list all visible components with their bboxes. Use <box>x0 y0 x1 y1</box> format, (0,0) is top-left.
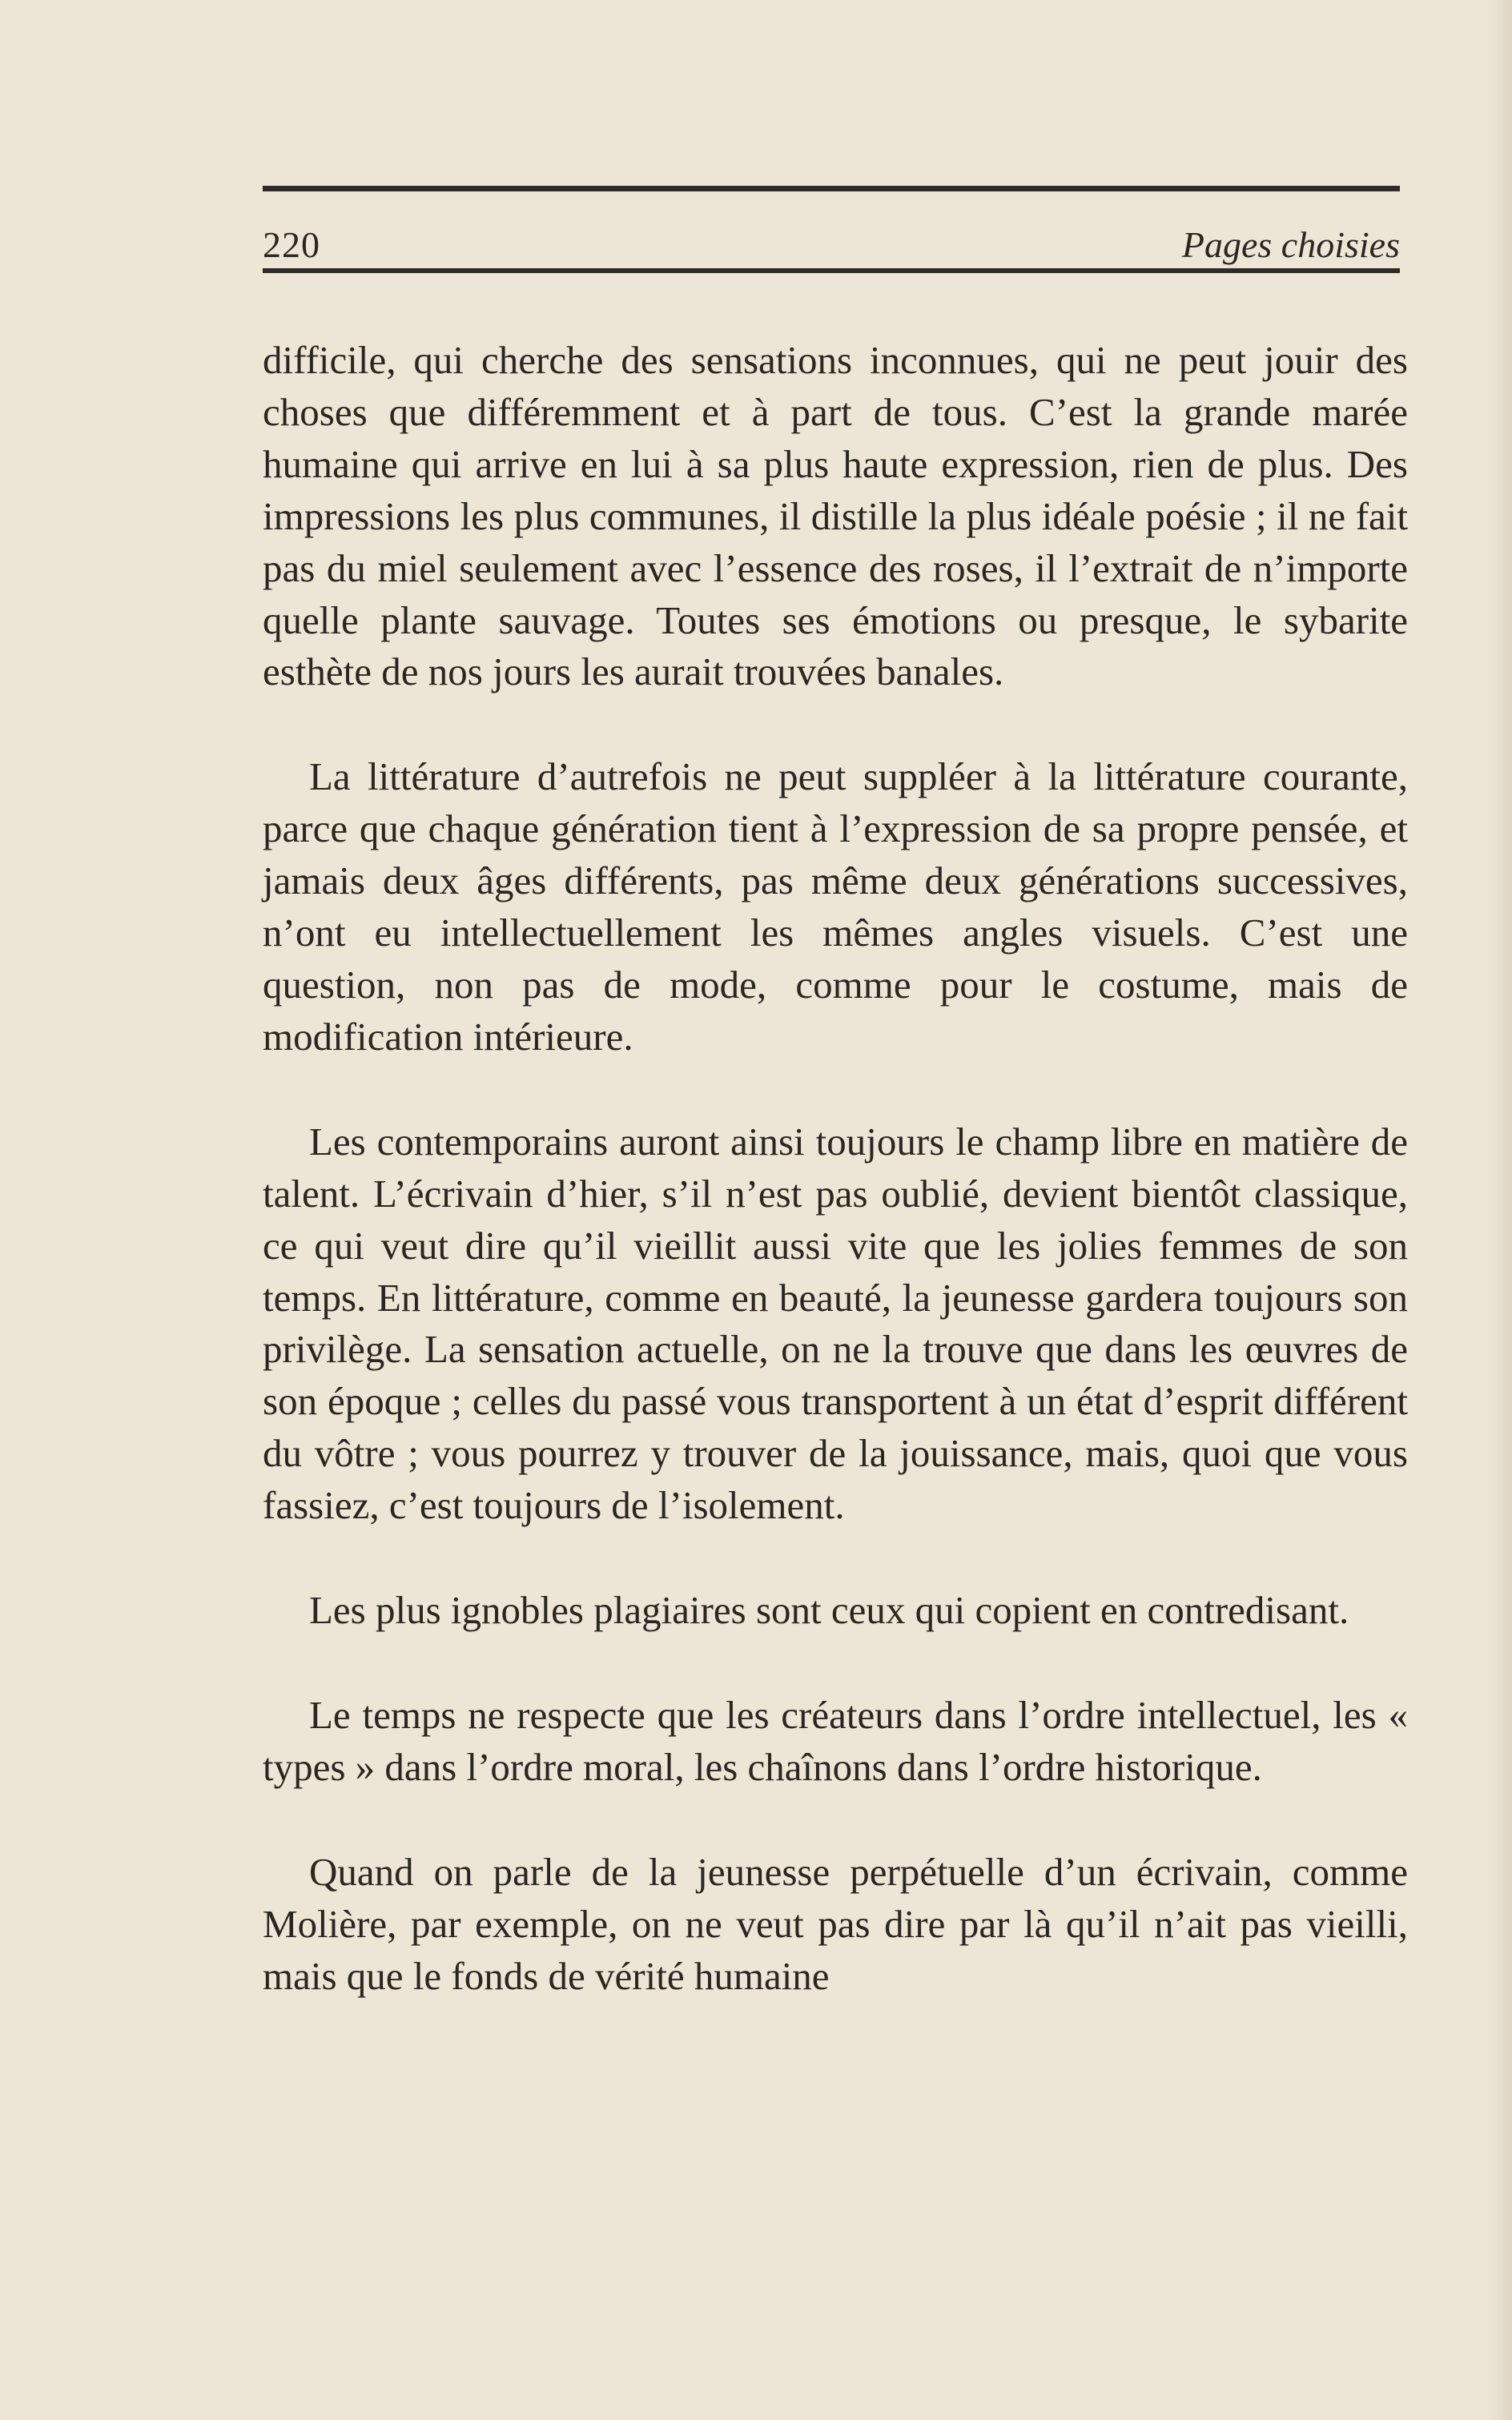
paragraph-contemporains: Les contemporains auront ainsi toujours le champ libre en matière de talent. L’écrivain d’hier, s’il n’est pas oublié, devient bientôt classique, ce qui veut dire qu’il vieillit aussi vite que les jolies femmes de son temps. En littérature, comme en beauté, la jeunesse gardera toujours son privilège. La sensation actuelle, on ne la trouve que dans les œuvres de son époque ; celles du passé vous transportent à un état d’esprit différent du vôtre ; vous pourrez y trouver de la jouissance, mais, quoi que vous fassiez, c’est toujours de l’isolement. <box>263 1119 1408 1528</box>
paragraph-continuation: difficile, qui cherche des sensations inconnues, qui ne peut jouir des choses que différemment et à part de tous. C’est la grande marée humaine qui arrive en lui à sa plus haute expression, rien de plus. Des impressions les plus communes, il distille la plus idéale poésie ; il ne fait pas du miel seulement avec l’essence des roses, il l’extrait de n’importe quelle plante sauvage. Toutes ses émotions ou presque, le sybarite esthète de nos jours les aurait trouvées banales. <box>263 338 1408 694</box>
header-row <box>263 191 1400 268</box>
paragraph-plagiaires: Les plus ignobles plagiaires sont ceux qui copient en contredisant. <box>309 1588 1349 1633</box>
page-edge <box>1488 0 1512 2420</box>
running-title: Pages choisies <box>1181 224 1400 265</box>
header-rule-bottom <box>263 268 1400 273</box>
page-number: 220 <box>263 224 320 265</box>
body-text <box>263 335 1408 2055</box>
paragraph-jeunesse: Quand on parle de la jeunesse perpétuelle d’un écrivain, comme Molière, par exemple, on ne veut pas dire par là qu’il n’ait pas vieilli, mais que le fonds de vérité humaine <box>263 1849 1408 1998</box>
paragraph-litterature: La littérature d’autrefois ne peut suppléer à la littérature courante, parce que chaque génération tient à l’expression de sa propre pensée, et jamais deux âges différents, pas même deux générations successives, n’ont eu intellectuellement les mêmes angles visuels. C’est une question, non pas de mode, comme pour le costume, mais de modification intérieure. <box>263 754 1408 1059</box>
running-header <box>263 186 1400 273</box>
header-rule-top <box>263 186 1400 191</box>
paragraph-temps: Le temps ne respecte que les créateurs dans l’ordre intellectuel, les « types » dans l’ordre moral, les chaînons dans l’ordre historique. <box>263 1692 1408 1789</box>
